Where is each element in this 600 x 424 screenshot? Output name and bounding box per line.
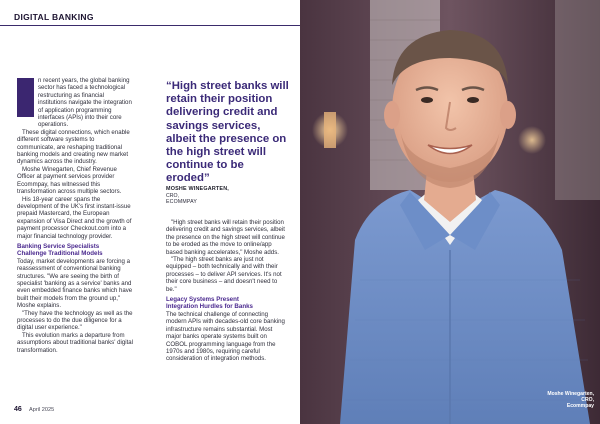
section-label: DIGITAL BANKING	[14, 12, 94, 22]
quote-attribution-company: ECOMMPAY	[166, 199, 198, 205]
quote-attribution-name: MOSHE WINEGARTEN,	[166, 186, 229, 192]
portrait-photo	[300, 0, 600, 424]
paragraph: These digital connections, which enable different software systems to communicate, are reshaping traditional banking models and creating new market dynamics across the industry.	[17, 128, 130, 166]
paragraph: "They have the technology as well as the processes to do the due diligence for a digital user experience."	[17, 309, 133, 332]
paragraph: His 18-year career spans the development of the UK's first instant-issue prepaid Mastercard, the European expansion of Visa Direct and the growth of payment processor Checkout.com into a major financial technology provider.	[17, 195, 132, 240]
paragraph: Today, market developments are forcing a reassessment of conventional banking structures. "We are seeing the birth of specialist 'banking as a service' banks and even embedded finance banks which have built their models from the ground up," Moshe explains.	[17, 257, 133, 310]
subhead-legacy-systems: Legacy Systems Present Integration Hurdles for Banks	[166, 296, 253, 311]
issue-date: April 2025	[29, 407, 55, 413]
subhead-banking-specialists: Banking Service Specialists Challenge Traditional Models	[17, 242, 103, 258]
portrait-illustration	[300, 0, 600, 424]
page-number: 46	[14, 406, 22, 413]
paragraph: "The high street banks are just not equipped – both technically and with their processes – to deliver API services. It's not their core business – and doesn't need to be."	[166, 256, 282, 293]
header-rule	[0, 25, 300, 26]
paragraph: This evolution marks a departure from assumptions about traditional banks' digital transformation.	[17, 331, 133, 354]
photo-caption: Moshe Winegarten, CRO, Ecommpay	[547, 391, 594, 409]
paragraph-intro: n recent years, the global banking sector has faced a technological restructuring as financial institutions navigate the integration of application programming interfaces (APIs) into their core operations.	[38, 77, 132, 129]
paragraph: The technical challenge of connecting modern APIs with decades-old core banking infrastructure remains substantial. Most major banks operate systems built on COBOL programming language from the 1970s and 1980s, requiring careful consideration of integration methods.	[166, 310, 285, 363]
paragraph: Moshe Winegarten, Chief Revenue Officer at payment services provider Ecommpay, has witnessed this transformation across multiple sectors.	[17, 165, 122, 196]
quote-attribution-role: CRO,	[166, 193, 179, 199]
paragraph: "High street banks will retain their position delivering credit and savings services, albeit the presence on the high street will continue to be eroded as the move to online/app based banking accelerates," Moshe adds.	[166, 219, 285, 256]
article-column-1	[17, 77, 134, 354]
pull-quote: “High street banks will retain their position delivering credit and savings services, albeit the presence on the high street will continue to be eroded”	[166, 80, 289, 185]
article-column-2	[166, 219, 286, 363]
